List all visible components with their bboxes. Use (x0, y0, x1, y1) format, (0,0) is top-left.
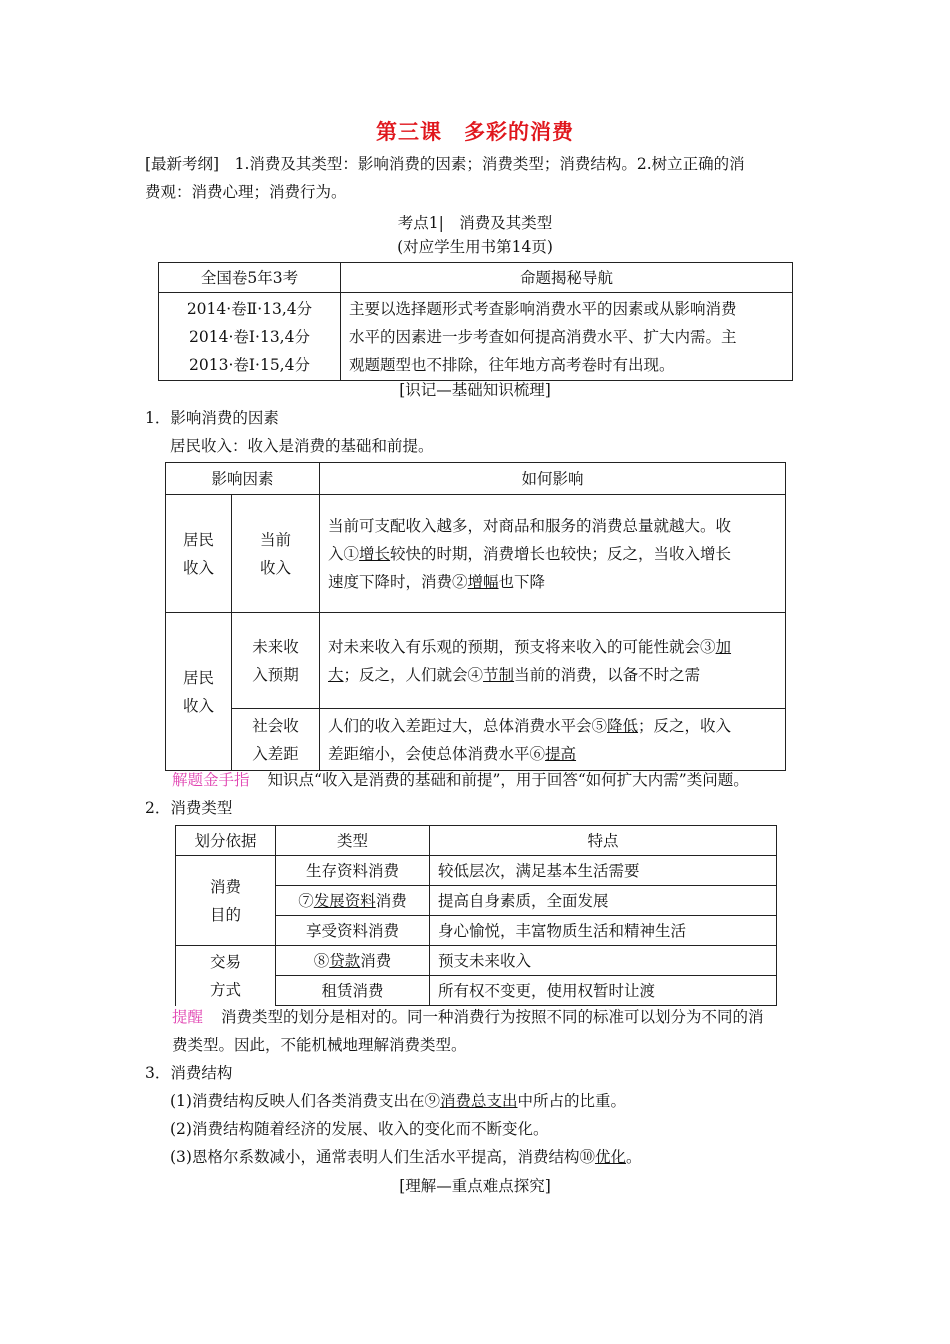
factor-income-gap: 社会收 入差距 (232, 709, 320, 771)
factor-current-income: 当前 收入 (232, 495, 320, 613)
type-survival: 生存资料消费 (276, 856, 430, 886)
factor-group-income-2: 居民 收入 (166, 613, 232, 771)
item3-point-1: (1)消费结构反映人们各类消费支出在⑨消费总支出中所占的比重。 (170, 1092, 626, 1110)
types-table (175, 825, 777, 1006)
type-development: ⑦发展资料消费 (276, 886, 430, 916)
section-reference: (对应学生用书第14页) (397, 238, 553, 256)
tip-line (172, 766, 749, 794)
factor-future-expectation: 未来收 入预期 (232, 613, 320, 709)
item3-title: 3．消费结构 (145, 1064, 233, 1082)
item3-point-2: (2)消费结构随着经济的发展、收入的变化而不断变化。 (170, 1120, 549, 1138)
exam-desc-line: 主要以选择题形式考查影响消费水平的因素或从影响消费 (349, 299, 737, 318)
factor-group-income: 居民 收入 (166, 495, 232, 613)
factors-header-factor: 影响因素 (166, 463, 320, 495)
answer-10: 优化 (594, 1148, 626, 1166)
answer-5: 降低 (607, 716, 639, 735)
answer-8: 贷款 (329, 951, 361, 970)
exam-year-row: 2014·卷Ⅱ·13,4分 (186, 299, 313, 318)
feature-enjoyment: 身心愉悦，丰富物质生活和精神生活 (430, 916, 777, 946)
types-header-basis: 划分依据 (176, 826, 276, 856)
answer-3: 加 (715, 637, 732, 656)
answer-7: 发展资料 (313, 891, 376, 910)
subheading-recall: [识记—基础知识梳理] (399, 381, 551, 399)
outline-line-1: [最新考纲] 1.消费及其类型：影响消费的因素；消费类型；消费结构。2.树立正确的消 (145, 155, 745, 173)
exam-table (158, 262, 793, 381)
factor-current-income-effect: 当前可支配收入越多，对商品和服务的消费总量就越大。收 入①增长较快的时期，消费增长也较快；反之，当收入增长 速度下降时，消费②增幅也下降 (320, 495, 786, 613)
remind-line-2: 费类型。因此，不能机械地理解消费类型。 (172, 1036, 467, 1054)
exam-desc-line: 观题题型也不排除，往年地方高考卷时有出现。 (349, 355, 675, 374)
factor-future-expectation-effect: 对未来收入有乐观的预期，预支将来收入的可能性就会③加 大；反之，人们就会④节制当前的消费，以备不时之需 (320, 613, 786, 709)
types-group-transaction: 交易 方式 (176, 946, 276, 1006)
item1-intro: 居民收入：收入是消费的基础和前提。 (170, 437, 434, 455)
type-lease: 租赁消费 (276, 976, 430, 1006)
exam-header-right: 命题揭秘导航 (341, 263, 793, 293)
exam-header-left: 全国卷5年3考 (159, 263, 341, 293)
remind-label: 提醒 (172, 1008, 204, 1026)
footer-heading: [理解—重点难点探究] (399, 1177, 551, 1195)
type-enjoyment: 享受资料消费 (276, 916, 430, 946)
page-title: 第三课 多彩的消费 (376, 119, 574, 144)
remind-line-1: 提醒 消费类型的划分是相对的。同一种消费行为按照不同的标准可以划分为不同的消 (172, 1008, 764, 1026)
outline-line-2: 费观：消费心理；消费行为。 (145, 183, 347, 201)
feature-development: 提高自身素质，全面发展 (430, 886, 777, 916)
section-heading: 考点1| 消费及其类型 (397, 214, 553, 232)
factors-header-how: 如何影响 (320, 463, 786, 495)
exam-year-row: 2013·卷Ⅰ·15,4分 (189, 355, 310, 374)
answer-2: 增幅 (467, 572, 499, 591)
factors-table (165, 462, 786, 771)
item2-title: 2．消费类型 (145, 799, 233, 817)
exam-year-row: 2014·卷Ⅰ·13,4分 (189, 327, 310, 346)
exam-description (341, 293, 793, 381)
item3-point-3: (3)恩格尔系数减小，通常表明人们生活水平提高，消费结构⑩优化。 (170, 1148, 642, 1166)
feature-survival: 较低层次，满足基本生活需要 (430, 856, 777, 886)
feature-loan: 预支未来收入 (430, 946, 777, 976)
exam-years-cell (159, 293, 341, 381)
factor-income-gap-effect: 人们的收入差距过大，总体消费水平会⑤降低；反之，收入 差距缩小，会使总体消费水平⑥提高 (320, 709, 786, 771)
types-group-purpose: 消费 目的 (176, 856, 276, 946)
answer-6: 提高 (545, 744, 577, 763)
type-loan: ⑧贷款消费 (276, 946, 430, 976)
answer-4: 节制 (483, 665, 515, 684)
tip-label: 解题金手指 (172, 771, 250, 789)
item1-title: 1．影响消费的因素 (145, 409, 279, 427)
types-header-feature: 特点 (430, 826, 777, 856)
feature-lease: 所有权不变更，使用权暂时让渡 (430, 976, 777, 1006)
types-header-type: 类型 (276, 826, 430, 856)
answer-1: 增长 (359, 544, 391, 563)
exam-desc-line: 水平的因素进一步考查如何提高消费水平、扩大内需。主 (349, 327, 737, 346)
tip-text: 知识点“收入是消费的基础和前提”，用于回答“如何扩大内需”类问题。 (267, 771, 749, 789)
answer-9: 消费总支出 (439, 1092, 518, 1110)
